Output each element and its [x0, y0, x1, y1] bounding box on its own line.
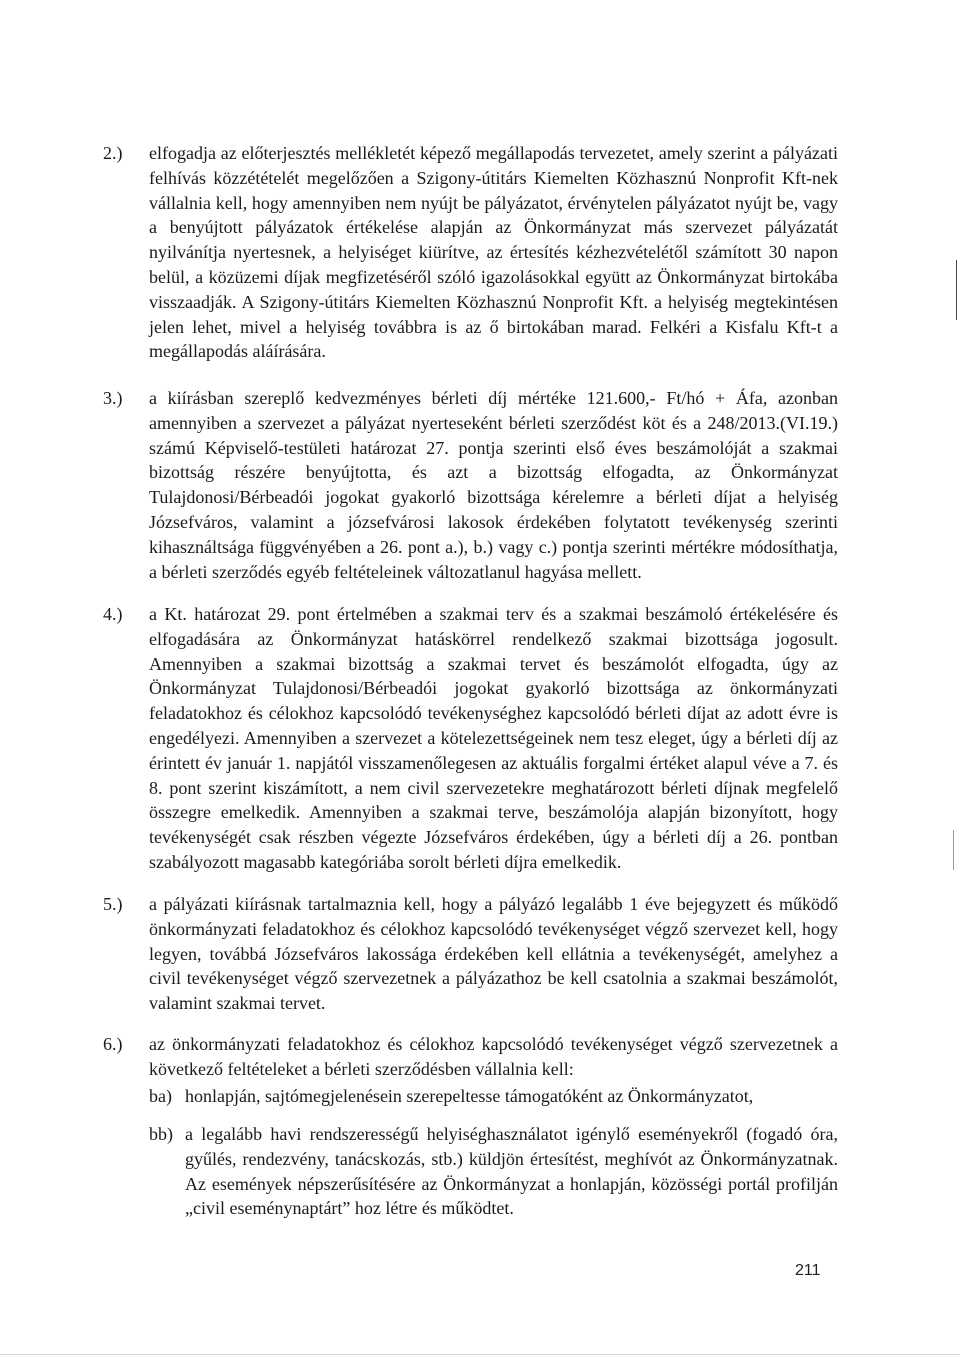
item-number: 4.) — [103, 604, 123, 624]
scan-bottom-edge — [0, 1354, 960, 1355]
item-number: 5.) — [103, 894, 123, 914]
item-text: a kiírásban szereplő kedvezményes bérleti díj mértéke 121.600,- Ft/hó + Áfa, azonban amennyiben a szervezet a pályázat nyerteseként bérleti szerződést köt és a 248/2013.(VI.19.) számú Képviselő-testületi határozat 27. pontja szerinti első éves beszámolóját a szakmai bizottság részére benyújtotta, és azt a bizottság elfogadta, az Önkormányzat Tulajdonosi/Bérbeadói jogokat gyakorló bizottsága kérelemre a bérleti díjat a helyiség Józsefváros, valamint a józsefvárosi lakosok érdekében folytatott tevékenység szerinti kihasználtsága függvényében a 26. pont a.), b.) vagy c.) pontja szerinti mértékre módosíthatja, a bérleti szerződés egyéb feltételeinek változatlanul hagyása mellett. — [149, 388, 838, 582]
item-number: 6.) — [103, 1034, 123, 1054]
item-number: 2.) — [103, 143, 123, 163]
scan-edge-mark — [956, 260, 957, 320]
page-number: 211 — [795, 1262, 821, 1279]
sub-item-text: a legalább havi rendszerességű helyiséghasználatot igénylő eseményekről (fogadó óra, gyűlés, rendezvény, tanácskozás, stb.) küldjön értesítést, meghívót az Önkormányzatnak. Az események népszerűsítésére az Önkormányzat a honlapján, közösségi portál profilján „civil eseménynaptárt” hoz létre és működtet. — [185, 1124, 838, 1219]
item-text: az önkormányzati feladatokhoz és célokhoz kapcsolódó tevékenységet végző szervezetnek a következő feltételeket a bérleti szerződésben vállalnia kell: — [149, 1034, 838, 1079]
item-text: elfogadja az előterjesztés mellékletét képező megállapodás tervezetet, amely szerint a pályázati felhívás közzétételét megelőzően a Szigony-útitárs Kiemelten Közhasznú Nonprofit Kft-nek vállalnia kell, hogy amennyiben nem nyújt be pályázatot, érvénytelen pályázatot nyújt be, vagy a benyújtott pályázatok értékelése alapján az Önkormányzat más szervezet pályázatát nyilvánítja nyertesnek, a helyiséget kiürítve, az értesítés kézhezvételétől számított 30 napon belül, a közüzemi díjak megfizetéséről szóló igazolásokkal együtt az Önkormányzat birtokába visszaadják. A Szigony-útitárs Kiemelten Közhasznú Nonprofit Kft. a helyiség megtekintésen jelen lehet, mivel a helyiség továbbra is az ő birtokában marad. Felkéri a Kisfalu Kft-t a megállapodás aláírására. — [149, 143, 838, 362]
sub-item-number: ba) — [149, 1086, 172, 1106]
scan-edge-mark — [953, 830, 954, 870]
item-text: a pályázati kiírásnak tartalmaznia kell, hogy a pályázó legalább 1 éve bejegyzett és működő önkormányzati feladatokhoz és célokhoz kapcsolódó tevékenységet végző szervezet kell, hogy legyen, továbbá Józsefváros lakossága érdekében kell ellátnia a tevékenységét, amelyhez a civil tevékenységet végző szervezetnek a pályázathoz be kell csatolnia a szakmai beszámolót, valamint szakmai tervet. — [149, 894, 838, 1014]
item-number: 3.) — [103, 388, 123, 408]
item-text: a Kt. határozat 29. pont értelmében a szakmai terv és a szakmai beszámoló értékelésére és elfogadására az Önkormányzat hatáskörrel rendelkező szakmai bizottsága jogosult. Amennyiben a szakmai bizottság a szakmai tervet és beszámolót elfogadta, úgy az Önkormányzat Tulajdonosi/Bérbeadói jogokat gyakorló bizottsága az önkormányzati feladatokhoz és célokhoz kapcsolódó tevékenységhez kapcsolódó bérleti díjat az adott évre is engedélyezi. Amennyiben a szervezet a kötelezettségeinek nem tesz eleget, úgy a bérleti díj az érintett év január 1. napjától visszamenőlegesen az aktuális forgalmi értéket alapul véve a 7. és 8. pont szerint kiszámított, a nem civil szervezetekre meghatározott bérleti díjnak megfelelő összegre emelkedik. Amennyiben a szakmai terve, beszámolója alapján bizonyított, hogy tevékenységét csak részben végezte Józsefváros érdekében, úgy a bérleti díj a 26. pontban szabályozott magasabb kategóriába sorolt bérleti díjra emelkedik. — [149, 604, 838, 872]
sub-item-text: honlapján, sajtómegjelenésein szerepeltesse támogatóként az Önkormányzatot, — [185, 1086, 754, 1106]
sub-item-number: bb) — [149, 1124, 173, 1144]
